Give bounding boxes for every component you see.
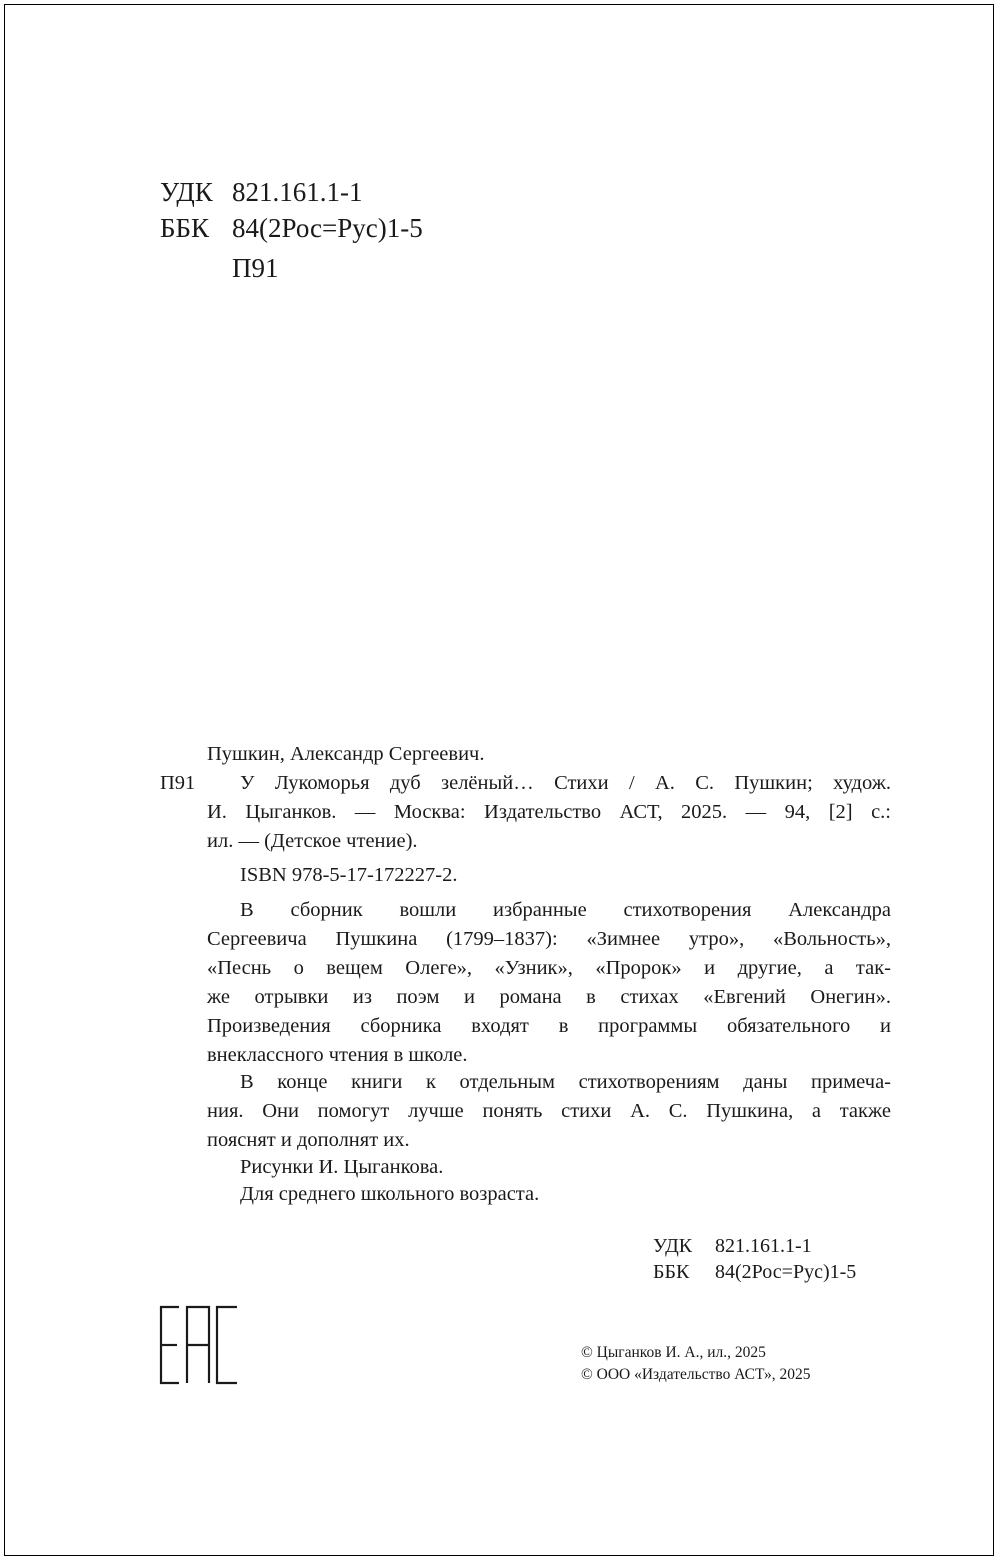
annotation-line: пояснят и дополнят их.	[207, 1129, 410, 1151]
record-line: И. Цыганков. — Москва: Издательство АСТ, 2025. — 94, [2] с.:	[207, 801, 891, 823]
udk-label: УДК	[653, 1235, 693, 1257]
annotation-line: же отрывки из поэм и романа в стихах «Евгений Онегин».	[207, 986, 891, 1008]
eac-certification-icon	[159, 1305, 239, 1385]
isbn: ISBN 978-5-17-172227-2.	[240, 864, 458, 886]
record-line: У Лукоморья дуб зелёный… Стихи / А. С. Пушкин; худож.	[240, 772, 891, 794]
annotation-line: «Песнь о вещем Олеге», «Узник», «Пророк» и другие, а так-	[207, 957, 891, 979]
bbk-value: 84(2Рос=Рус)1-5	[232, 213, 423, 243]
copyright-publisher: © ООО «Издательство АСТ», 2025	[581, 1366, 811, 1383]
bbk-value: 84(2Рос=Рус)1-5	[715, 1261, 857, 1283]
bottom-bbk-line	[653, 1259, 856, 1286]
udk-value: 821.161.1-1	[715, 1235, 812, 1257]
bbk-label: ББК	[653, 1261, 690, 1283]
bottom-udk-line	[653, 1233, 812, 1260]
top-author-mark: П91	[232, 253, 279, 283]
annotation-line: Произведения сборника входят в программы обязательного и	[207, 1015, 891, 1037]
annotation-line: Сергеевича Пушкина (1799–1837): «Зимнее утро», «Вольность»,	[207, 928, 891, 950]
age-rating: Для среднего школьного возраста.	[240, 1183, 540, 1205]
record-line: ил. — (Детское чтение).	[207, 830, 418, 852]
udk-label: УДК	[160, 177, 213, 207]
udk-value: 821.161.1-1	[232, 177, 363, 207]
annotation-line: ния. Они помогут лучше понять стихи А. С. Пушкина, а также	[207, 1100, 891, 1122]
copyright-illustrator: © Цыганков И. А., ил., 2025	[581, 1344, 766, 1361]
annotation-line: В конце книги к отдельным стихотворениям даны примеча-	[240, 1071, 891, 1093]
annotation-line: В сборник вошли избранные стихотворения Александра	[240, 899, 891, 921]
top-bbk-line	[160, 210, 423, 246]
record-author-mark: П91	[160, 772, 196, 794]
illustrations-credit: Рисунки И. Цыганкова.	[240, 1156, 444, 1178]
bbk-label: ББК	[160, 213, 210, 243]
author-heading: Пушкин, Александр Сергеевич.	[207, 743, 485, 765]
top-udk-line	[160, 174, 363, 210]
annotation-line: внеклассного чтения в школе.	[207, 1044, 468, 1066]
